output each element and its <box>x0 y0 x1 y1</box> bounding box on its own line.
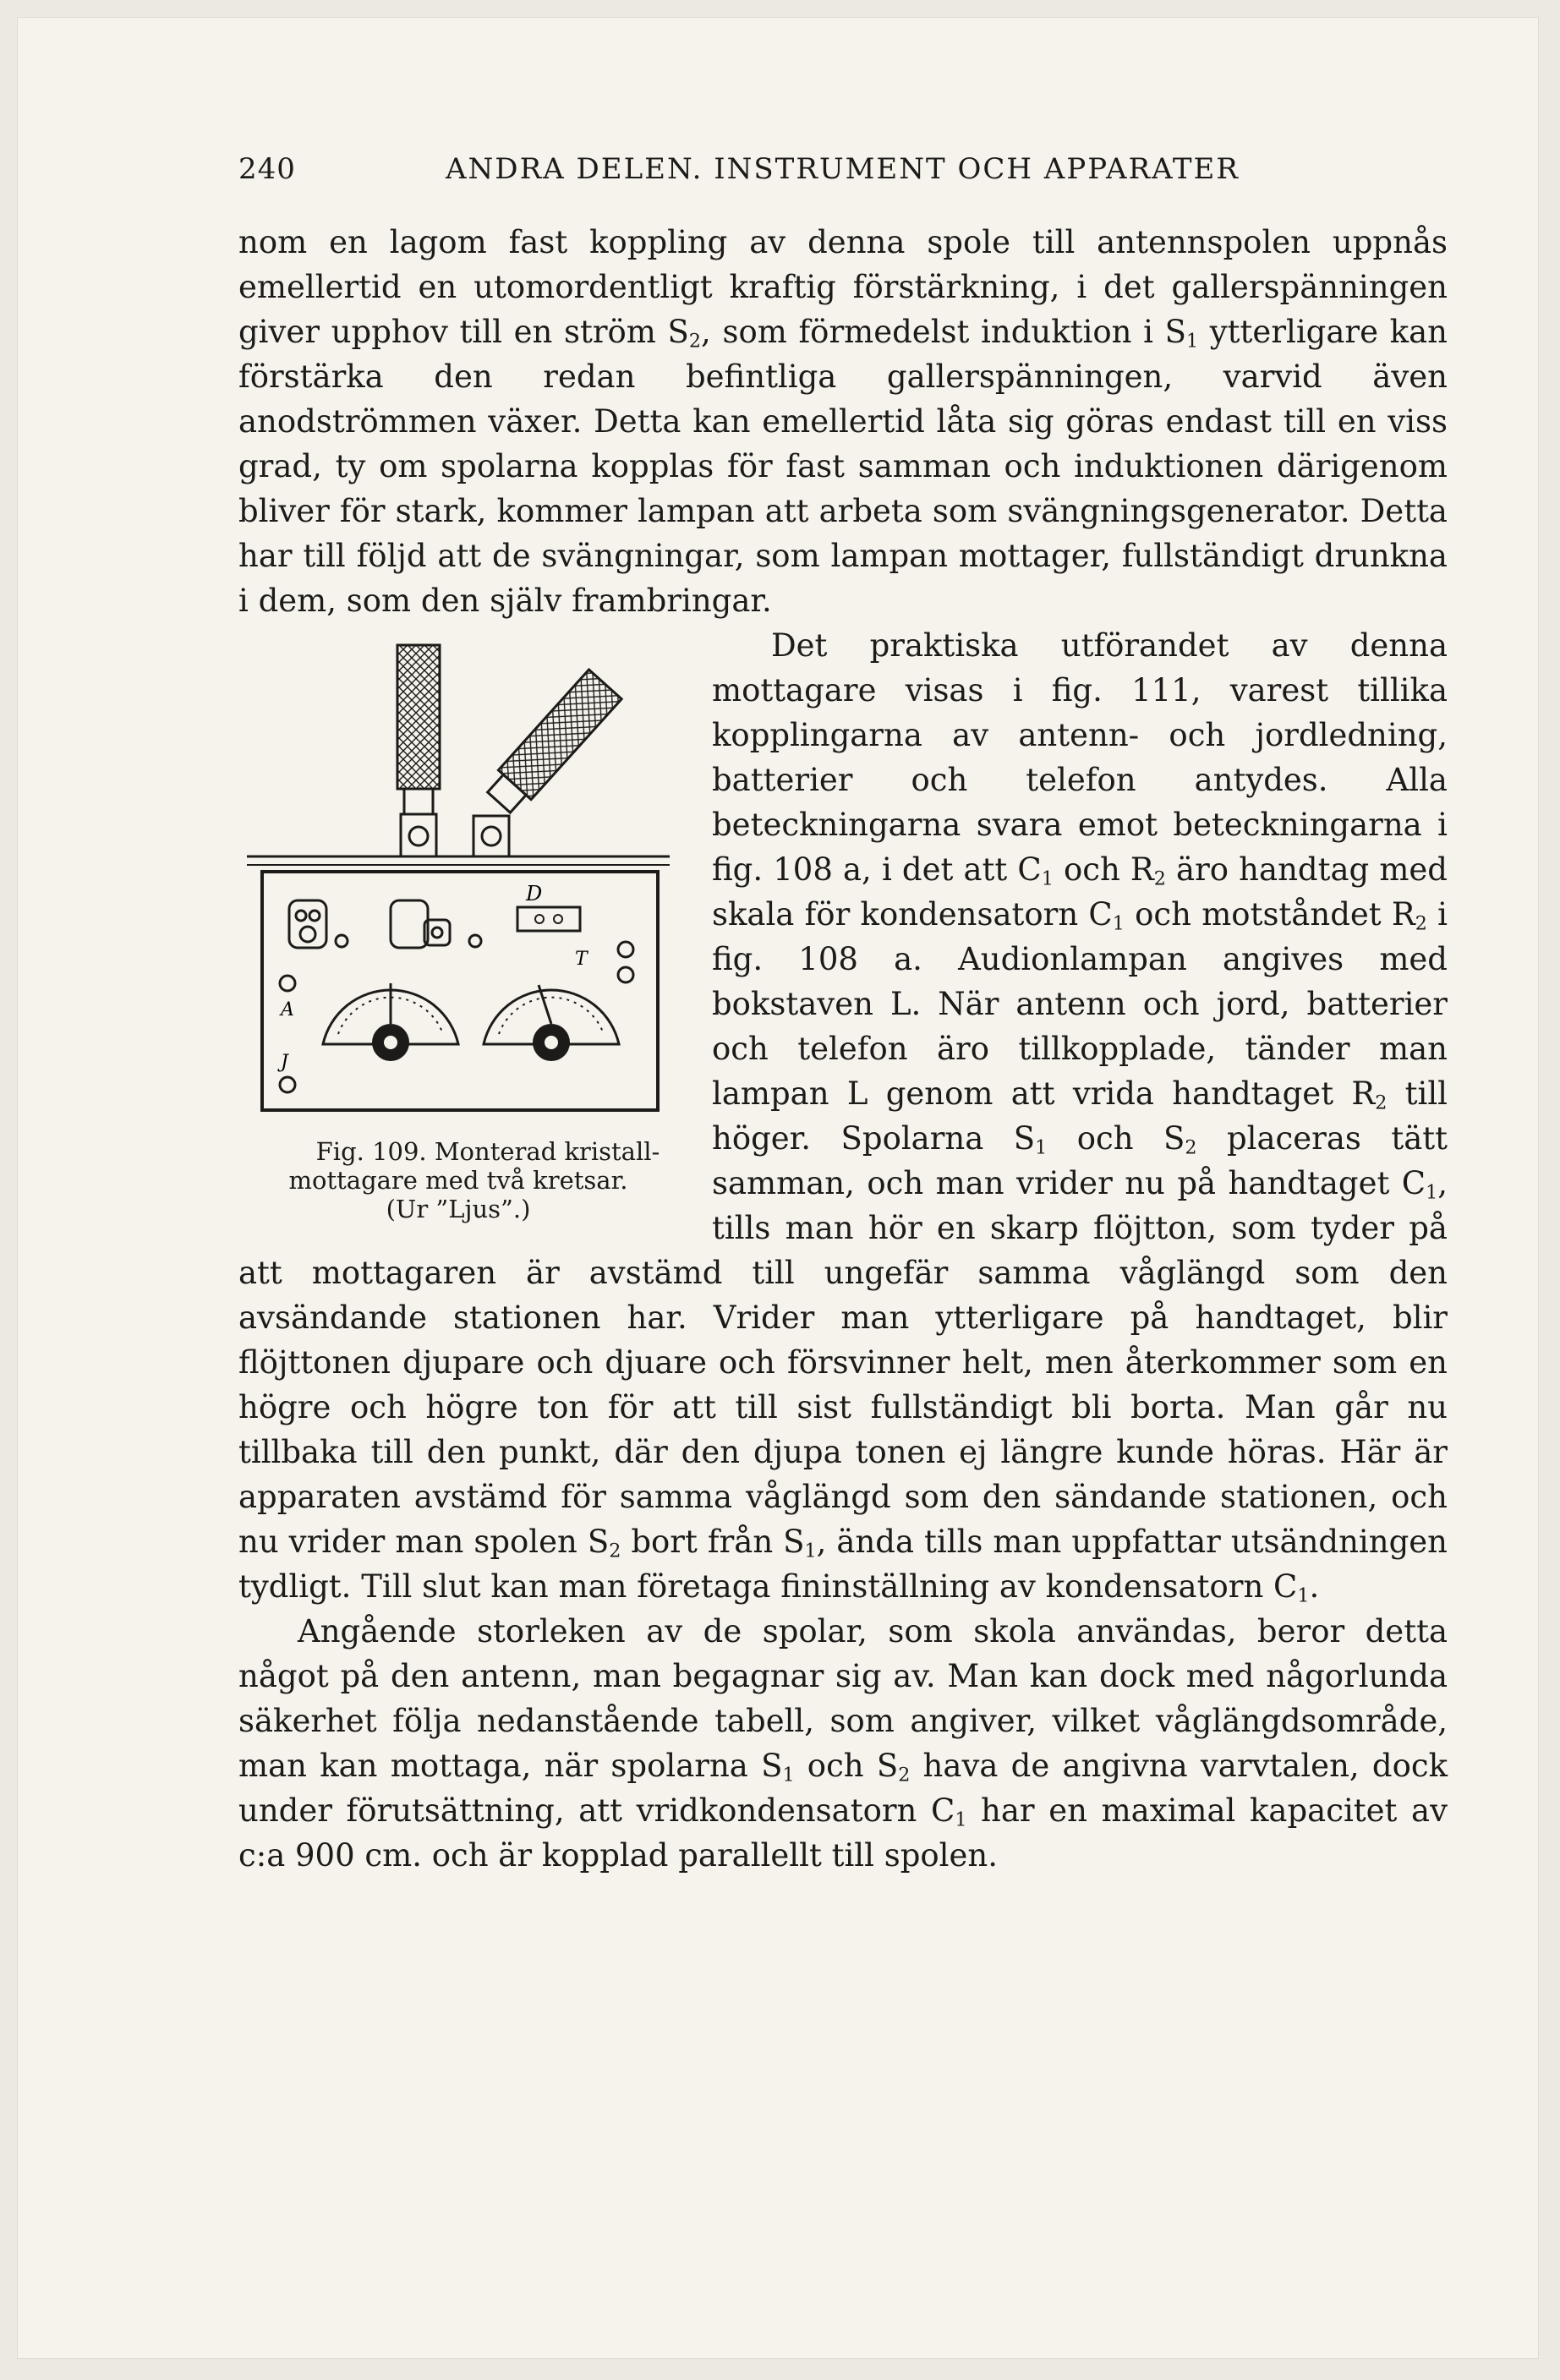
text-run: Angående storleken av de spolar, som skola användas, beror detta något på den antenn, man begagnar sig av. Man kan dock med någorlunda säkerhet följa nedanstående tabell, som angiver, vilket våglängdsområde, man kan mottaga, när spolarna S <box>238 1613 1448 1784</box>
text-run: , ända tills man uppfattar utsändningen tydligt. Till slut kan man företaga fininställning av kondensatorn C <box>238 1524 1448 1605</box>
caption-line-2: mottagare med två kretsar. <box>288 1166 628 1195</box>
text-run: nom en lagom fast koppling av denna spole till antennspolen uppnås emellertid en utomordentligt kraftig förstärkning, i det gallerspänningen giver upphov till en ström S <box>238 224 1448 350</box>
text-body <box>238 220 1448 1878</box>
text-run: och S <box>794 1748 899 1784</box>
text-run: och S <box>1047 1120 1185 1157</box>
subscript: 1 <box>1035 1136 1048 1159</box>
text-run: och R <box>1053 851 1154 888</box>
figure-109 <box>238 628 678 1223</box>
detector-d <box>517 882 580 931</box>
tuning-dial-left <box>323 983 458 1061</box>
subscript: 1 <box>1041 867 1054 890</box>
text-run: Det praktiska utförandet av denna mottagare visas i fig. 111, varest tillika kopplingarna av antenn- och jordledning, batterier och telefon antydes. Alla beteckningarna svara emot beteckningarna i fig. 108 a, i det att C <box>712 627 1448 888</box>
text-run: äro handtag med skala för kondensatorn C <box>712 851 1448 933</box>
subscript: 2 <box>1185 1136 1197 1159</box>
terminal-a <box>280 976 295 991</box>
subscript: 1 <box>1112 912 1125 935</box>
tuning-dial-right <box>484 985 619 1061</box>
label-d: D <box>526 882 543 905</box>
paragraph-3 <box>238 1609 1448 1878</box>
text-run: och motståndet R <box>1124 896 1415 933</box>
coil-plug-left <box>397 645 440 856</box>
text-run: har en maximal kapacitet av c:a 900 cm. och är kopplad parallellt till spolen. <box>238 1792 1448 1874</box>
subscript: 1 <box>1185 330 1199 353</box>
caption-line-3: (Ur ”Ljus”.) <box>386 1195 531 1223</box>
book-page <box>17 17 1539 2359</box>
terminal-t2 <box>618 967 633 982</box>
text-run: bort från S <box>621 1524 805 1560</box>
subscript: 2 <box>1415 912 1427 935</box>
text-run: placeras tätt samman, och man vrider nu på handtaget C <box>712 1120 1448 1201</box>
text-run: ytterligare kan förstärka den redan befintliga gallerspänningen, varvid även anodströmmen växer. Detta kan emellertid låta sig göras endast till en viss grad, ty om spolarna kopplas för fast samman och induktionen därigenom bliver för stark, kommer lampan att arbeta som svängningsgenerator. Detta har till följd att de svängningar, som lampan mottager, fullständigt drunkna i dem, som den själv frambringar. <box>238 314 1448 619</box>
subscript: 1 <box>955 1808 967 1831</box>
running-title: ANDRA DELEN. INSTRUMENT OCH APPARATER <box>446 152 1240 186</box>
subscript: 2 <box>609 1540 621 1562</box>
subscript: 2 <box>898 1764 911 1786</box>
crystal-receiver-illustration <box>238 628 678 1119</box>
paragraph-1 <box>238 220 1448 623</box>
text-run: hava de angivna varvtalen, dock under förutsättning, att vridkondensatorn C <box>238 1748 1448 1829</box>
subscript: 1 <box>782 1764 795 1786</box>
label-j: J <box>281 1052 288 1073</box>
text-run: till höger. Spolarna S <box>712 1075 1448 1157</box>
label-t: T <box>575 949 588 970</box>
caption-line-1: Fig. 109. Monterad kristall- <box>315 1137 660 1166</box>
text-run: . <box>1309 1568 1320 1605</box>
coil-socket-left <box>289 900 348 948</box>
subscript: 1 <box>1297 1584 1310 1607</box>
text-run: , tills man hör en skarp flöjtton, som tyder på att mottagaren är avstämd till ungefär samma våglängd som den avsändande stationen har. Vrider man ytterligare på handtaget, blir flöjttonen djupare och djuare och försvinner helt, men återkommer som en högre och högre ton för att till sist fullständigt bli borta. Man går nu tillbaka till den punkt, där den djupa tonen ej längre kunde höras. Här är apparaten avstämd för samma våglängd som den sändande stationen, och nu vrider man spolen S <box>238 1165 1448 1560</box>
subscript: 2 <box>688 330 702 353</box>
page-number: 240 <box>238 152 296 186</box>
terminal-j <box>280 1077 295 1092</box>
text-run: , som förmedelst induktion i S <box>701 314 1186 350</box>
coil-plug-right <box>473 670 621 856</box>
receiver-panel <box>262 872 658 1110</box>
figure-caption <box>238 1137 678 1223</box>
subscript: 1 <box>1426 1181 1438 1204</box>
subscript: 1 <box>804 1540 817 1562</box>
coil-socket-right <box>391 900 481 948</box>
paragraph-2 <box>238 623 1448 1609</box>
subscript: 2 <box>1375 1092 1388 1114</box>
terminal-t1 <box>618 942 633 957</box>
subscript: 2 <box>1153 867 1166 890</box>
text-run: i fig. 108 a. Audionlampan angives med bokstaven L. När antenn och jord, batterier och telefon äro tillkopplade, tänder man lampan L genom att vrida handtaget R <box>712 896 1448 1112</box>
label-a: A <box>281 999 294 1020</box>
